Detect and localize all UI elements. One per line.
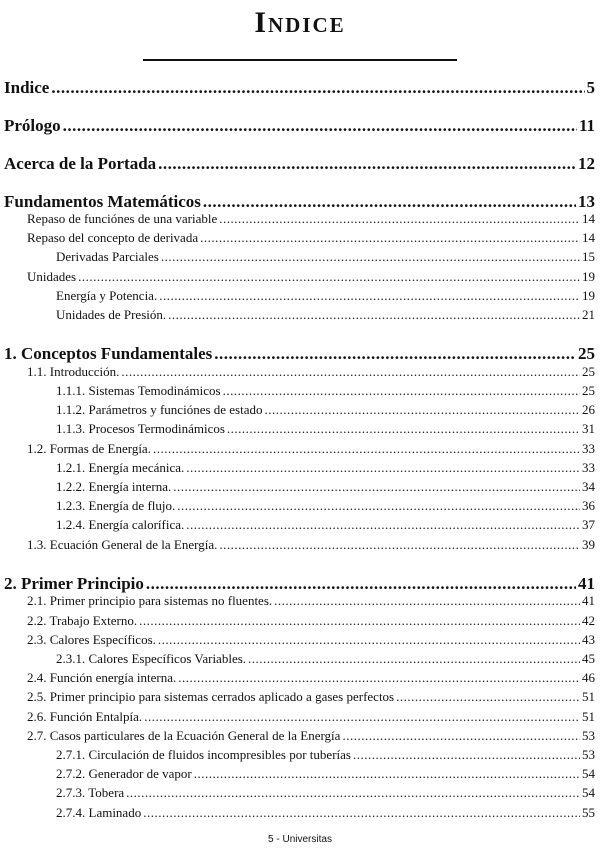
toc-dot-leader <box>78 269 580 285</box>
toc-dot-leader <box>146 574 576 594</box>
toc-entry-label: Repaso de funciónes de una variable <box>27 211 218 226</box>
toc-dot-leader <box>396 689 580 705</box>
toc-entry[interactable] <box>56 785 595 801</box>
toc-entry-page: 33 <box>582 460 595 475</box>
toc-dot-leader <box>178 670 580 686</box>
toc-entry[interactable] <box>56 383 595 399</box>
toc-entry-label: 1.1.3. Procesos Termodinámicos <box>56 421 225 436</box>
toc-entry[interactable] <box>27 728 595 744</box>
toc-entry-page: 53 <box>582 728 595 743</box>
toc-entry[interactable] <box>27 269 595 285</box>
toc-entry-label: 2.4. Función energía interna. <box>27 670 177 685</box>
toc-entry-page: 12 <box>578 154 595 173</box>
toc-dot-leader <box>177 498 580 514</box>
toc-entry[interactable] <box>27 689 595 705</box>
toc-entry[interactable] <box>56 747 595 763</box>
toc-entry[interactable] <box>27 211 595 227</box>
toc-dot-leader <box>353 747 580 763</box>
toc-dot-leader <box>203 192 576 212</box>
toc-entry-label: 1.1.2. Parámetros y funciónes de estado <box>56 402 263 417</box>
toc-entry-page: 36 <box>582 498 595 513</box>
toc-entry[interactable] <box>56 460 595 476</box>
toc-entry-label: 2. Primer Principio <box>4 574 144 593</box>
toc-entry-page: 31 <box>582 421 595 436</box>
toc-entry[interactable] <box>4 344 595 364</box>
toc-entry[interactable] <box>4 192 595 212</box>
toc-dot-leader <box>186 517 580 533</box>
toc-dot-leader <box>186 460 580 476</box>
title-underline <box>143 59 457 61</box>
toc-entry-label: 2.7.1. Circulación de fluidos incompresibles por tuberías <box>56 747 351 762</box>
toc-dot-leader <box>63 116 577 136</box>
toc-entry-label: Repaso del concepto de derivada <box>27 230 199 245</box>
toc-entry-label: 1.1.1. Sistemas Temodinámicos <box>56 383 221 398</box>
toc-dot-leader <box>153 441 580 457</box>
toc-entry-label: 2.6. Función Entalpía. <box>27 709 143 724</box>
toc-entry[interactable] <box>56 421 595 437</box>
toc-entry[interactable] <box>27 709 595 725</box>
toc-entry[interactable] <box>56 402 595 418</box>
toc-entry-label: 2.1. Primer principio para sistemas no fluentes. <box>27 593 273 608</box>
toc-entry-label: 2.3.1. Calores Específicos Variables. <box>56 651 247 666</box>
toc-dot-leader <box>158 632 580 648</box>
toc-entry-label: Fundamentos Matemáticos <box>4 192 201 211</box>
toc-entry[interactable] <box>56 498 595 514</box>
toc-entry-page: 11 <box>578 116 595 135</box>
toc-dot-leader <box>214 344 576 364</box>
toc-entry-page: 43 <box>582 632 595 647</box>
toc-entry-label: Acerca de la Portada <box>4 154 157 173</box>
toc-entry-label: Derivadas Parciales <box>56 249 159 264</box>
toc-entry[interactable] <box>27 230 595 246</box>
toc-entry-page: 41 <box>578 574 595 593</box>
toc-entry-page: 45 <box>582 651 595 666</box>
toc-entry[interactable] <box>27 632 595 648</box>
toc-entry-label: 1.3. Ecuación General de la Energía. <box>27 537 218 552</box>
toc-entry-page: 34 <box>582 479 595 494</box>
toc-entry-page: 5 <box>586 78 595 97</box>
toc-entry-page: 25 <box>578 344 595 363</box>
toc-dot-leader <box>227 421 580 437</box>
toc-entry-label: 1.2. Formas de Energía. <box>27 441 151 456</box>
toc-dot-leader <box>274 593 580 609</box>
toc-entry[interactable] <box>4 116 595 136</box>
toc-entry-page: 19 <box>582 269 595 284</box>
toc-entry-label: 2.3. Calores Específicos. <box>27 632 156 647</box>
toc-dot-leader <box>161 249 580 265</box>
toc-entry-label: 2.7. Casos particulares de la Ecuación General de la Energía <box>27 728 341 743</box>
toc-entry-label: 1. Conceptos Fundamentales <box>4 344 213 363</box>
toc-dot-leader <box>219 537 580 553</box>
toc-entry-label: 2.5. Primer principio para sistemas cerrados aplicado a gases perfectos <box>27 689 395 704</box>
toc-dot-leader <box>248 651 580 667</box>
toc-entry-page: 46 <box>582 670 595 685</box>
toc-entry[interactable] <box>56 479 595 495</box>
toc-entry-page: 33 <box>582 441 595 456</box>
toc-dot-leader <box>200 230 580 246</box>
toc-entry-page: 39 <box>582 537 595 552</box>
toc-entry-page: 19 <box>582 288 595 303</box>
toc-entry-page: 21 <box>582 307 595 322</box>
toc-dot-leader <box>144 709 580 725</box>
toc-entry-page: 51 <box>582 689 595 704</box>
toc-entry-label: Unidades de Presión. <box>56 307 167 322</box>
toc-dot-leader <box>223 383 580 399</box>
toc-entry[interactable] <box>27 613 595 629</box>
toc-entry[interactable] <box>4 574 595 594</box>
toc-dot-leader <box>159 288 580 304</box>
toc-entry-label: 1.2.3. Energía de flujo. <box>56 498 176 513</box>
toc-entry-page: 51 <box>582 709 595 724</box>
toc-dot-leader <box>265 402 580 418</box>
toc-entry[interactable] <box>56 766 595 782</box>
toc-dot-leader <box>219 211 580 227</box>
page-footer: 5 - Universitas <box>268 834 332 845</box>
toc-entry-label: 2.7.3. Tobera <box>56 785 125 800</box>
toc-entry-page: 15 <box>582 249 595 264</box>
toc-entry-label: 2.7.2. Generador de vapor <box>56 766 192 781</box>
toc-entry-label: 1.2.1. Energía mecánica. <box>56 460 185 475</box>
toc-dot-leader <box>158 154 576 174</box>
toc-entry-label: 1.1. Introducción. <box>27 364 120 379</box>
toc-entry[interactable] <box>56 249 595 265</box>
toc-entry[interactable] <box>56 517 595 533</box>
page-title: Indice <box>254 6 346 39</box>
toc-entry[interactable] <box>27 537 595 553</box>
toc-dot-leader <box>342 728 580 744</box>
toc-entry-label: Indice <box>4 78 50 97</box>
toc-entry-label: 1.2.4. Energía calorífica. <box>56 517 185 532</box>
toc-entry-page: 55 <box>582 805 595 820</box>
toc-dot-leader <box>168 307 580 323</box>
toc-dot-leader <box>194 766 580 782</box>
toc-dot-leader <box>51 78 584 98</box>
toc-entry-page: 13 <box>578 192 595 211</box>
toc-entry-label: Prólogo <box>4 116 61 135</box>
toc-entry[interactable] <box>56 307 595 323</box>
toc-entry-page: 25 <box>582 383 595 398</box>
toc-entry-page: 26 <box>582 402 595 417</box>
toc-entry[interactable] <box>4 78 595 98</box>
toc-entry-label: Energía y Potencia. <box>56 288 158 303</box>
toc-entry-label: Unidades <box>27 269 77 284</box>
toc-entry-page: 37 <box>582 517 595 532</box>
toc-entry-page: 54 <box>582 766 595 781</box>
toc-entry-label: 2.7.4. Laminado <box>56 805 142 820</box>
toc-entry-page: 14 <box>582 211 595 226</box>
toc-entry[interactable] <box>27 670 595 686</box>
toc-dot-leader <box>139 613 580 629</box>
toc-entry[interactable] <box>27 441 595 457</box>
toc-entry-label: 2.2. Trabajo Externo. <box>27 613 138 628</box>
toc-entry-page: 53 <box>582 747 595 762</box>
toc-entry[interactable] <box>56 288 595 304</box>
toc-entry-label: 1.2.2. Energía interna. <box>56 479 172 494</box>
toc-entry-page: 14 <box>582 230 595 245</box>
toc-entry[interactable] <box>56 805 595 821</box>
toc-dot-leader <box>121 364 580 380</box>
toc-entry[interactable] <box>27 593 595 609</box>
toc-dot-leader <box>173 479 580 495</box>
toc-dot-leader <box>126 785 580 801</box>
toc-entry-page: 41 <box>582 593 595 608</box>
toc-entry[interactable] <box>4 154 595 174</box>
toc-entry[interactable] <box>56 651 595 667</box>
toc-entry[interactable] <box>27 364 595 380</box>
toc-dot-leader <box>143 805 580 821</box>
toc-entry-page: 42 <box>582 613 595 628</box>
toc-entry-page: 54 <box>582 785 595 800</box>
toc-entry-page: 25 <box>582 364 595 379</box>
